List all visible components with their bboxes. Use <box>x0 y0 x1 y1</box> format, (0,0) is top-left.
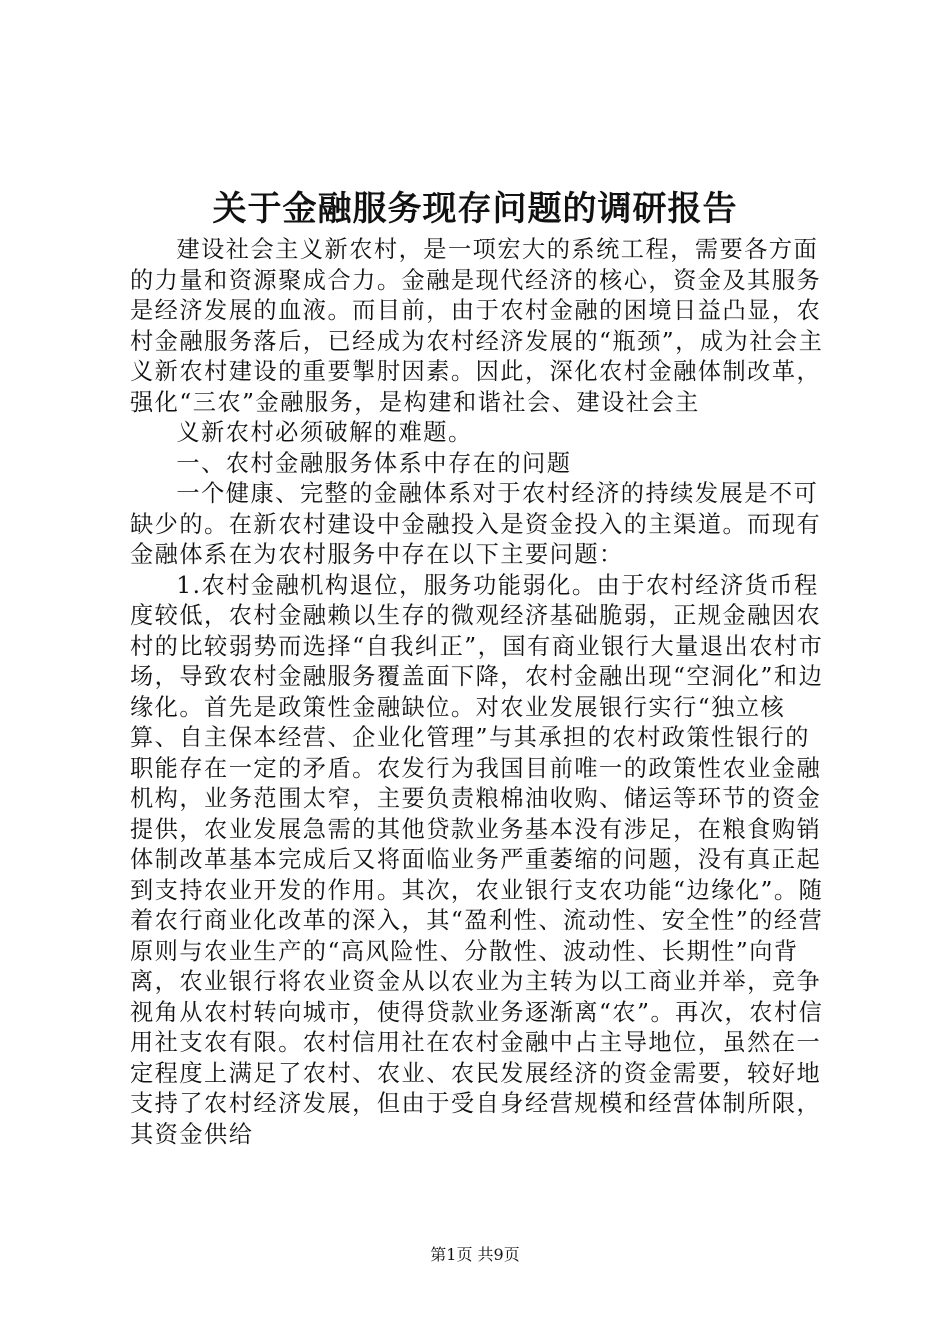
paragraph-intro: 建设社会主义新农村，是一项宏大的系统工程，需要各方面的力量和资源聚成合力。金融是现代经济的核心，资金及其服务是经济发展的血液。而目前，由于农村金融的困境日益凸显，农村金融服务落后，已经成为农村经济发展的“瓶颈”，成为社会主义新农村建设的重要掣肘因素。因此，深化农村金融体制改革，强化“三农”金融服务，是构建和谐社会、建设社会主 <box>130 236 824 416</box>
document-body <box>130 235 830 1150</box>
paragraph-overview: 一个健康、完整的金融体系对于农村经济的持续发展是不可缺少的。在新农村建设中金融投入是资金投入的主渠道。而现有金融体系在为农村服务中存在以下主要问题： <box>130 480 822 568</box>
document-title: 关于金融服务现存问题的调研报告 <box>212 189 738 229</box>
paragraph-item-1: 1.农村金融机构退位，服务功能弱化。由于农村经济货币程度较低，农村金融赖以生存的微观经济基础脆弱，正规金融因农村的比较弱势而选择“自我纠正”，国有商业银行大量退出农村市场，导致农村金融服务覆盖面下降，农村金融出现“空洞化”和边缘化。首先是政策性金融缺位。对农业发展银行实行“独立核算、自主保本经营、企业化管理”与其承担的农村政策性银行的职能存在一定的矛盾。农发行为我国目前唯一的政策性农业金融机构，业务范围太窄，主要负责粮棉油收购、储运等环节的资金提供，农业发展急需的其他贷款业务基本没有涉足，在粮食购销体制改革基本完成后又将面临业务严重萎缩的问题，没有真正起到支持农业开发的作用。其次，农业银行支农功能“边缘化”。随着农行商业化改革的深入，其“盈利性、流动性、安全性”的经营原则与农业生产的“高风险性、分散性、波动性、长期性”向背离，农业银行将农业资金从以农业为主转为以工商业并举，竞争视角从农村转向城市，使得贷款业务逐渐离“农”。再次，农村信用社支农有限。农村信用社在农村金融中占主导地位，虽然在一定程度上满足了农村、农业、农民发展经济的资金需要，较好地支持了农村经济发展，但由于受自身经营规模和经营体制所限，其资金供给 <box>130 571 824 1148</box>
section-heading: 一、农村金融服务体系中存在的问题 <box>176 449 572 477</box>
paragraph-intro-continued: 义新农村必须破解的难题。 <box>176 419 473 446</box>
page-footer: 第1页 共9页 <box>430 1245 520 1264</box>
